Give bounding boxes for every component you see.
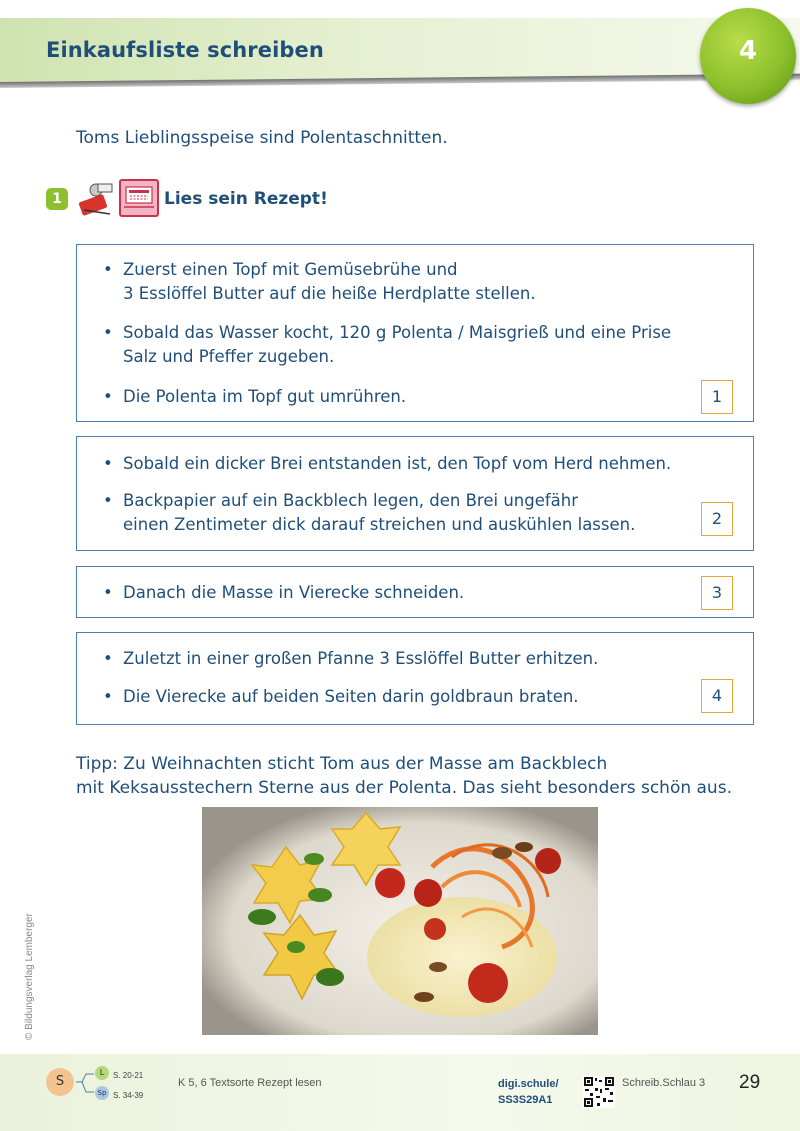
digi-schule-link[interactable]: [498, 1076, 559, 1108]
recipe-item: [103, 385, 406, 409]
step-number-box: 1: [701, 380, 733, 414]
recipe-item: [103, 581, 464, 605]
recipe-item: [103, 489, 635, 537]
recipe-item-text: Die Polenta im Topf gut umrühren.: [123, 387, 407, 406]
step-number-box: 3: [701, 576, 733, 610]
bullet: •: [103, 323, 113, 342]
polenta-photo: [202, 807, 598, 1035]
bullet: •: [103, 491, 113, 510]
recipe-item-text: Sobald ein dicker Brei entstanden ist, den Topf vom Herd nehmen.: [123, 454, 672, 473]
recipe-item: [103, 321, 671, 369]
bullet: •: [103, 687, 113, 706]
recipe-box-1: [76, 244, 754, 422]
step-number-box: 2: [701, 502, 733, 536]
page-title: Einkaufsliste schreiben: [46, 38, 324, 62]
reference-sp-pages: S. 34-39: [113, 1091, 144, 1100]
recipe-item: [103, 685, 579, 709]
copyright-note: © Bildungsverlag Lemberger: [24, 913, 35, 1040]
recipe-item-text: Zuerst einen Topf mit Gemüsebrühe und 3 Esslöffel Butter auf die heiße Herdplatte stellen.: [123, 260, 536, 303]
task-instruction: Lies sein Rezept!: [164, 189, 328, 209]
intro-text: Toms Lieblingsspeise sind Polentaschnitten.: [76, 128, 448, 148]
reference-arrows-icon: [74, 1068, 96, 1102]
digi-code: SS3S29A1: [498, 1094, 553, 1106]
recipe-box-2: [76, 436, 754, 551]
recipe-item: [103, 258, 536, 306]
recipe-item-text: Die Vierecke auf beiden Seiten darin goldbraun braten.: [123, 687, 579, 706]
tip-text: Tipp: Zu Weihnachten sticht Tom aus der Masse am Backblech mit Keksausstechern Sterne aus der Polenta. Das sieht besonders schön aus.: [76, 754, 732, 798]
reference-sp-badge: Sp: [95, 1086, 109, 1100]
bullet: •: [103, 260, 113, 279]
recipe-item-text: Danach die Masse in Vierecke schneiden.: [123, 583, 465, 602]
digi-url: digi.schule/: [498, 1078, 559, 1090]
step-number-box: 4: [701, 679, 733, 713]
bullet: •: [103, 583, 113, 602]
reading-icon: [76, 180, 116, 216]
recipe-item-text: Backpapier auf ein Backblech legen, den Brei ungefähr einen Zentimeter dick darauf streichen und auskühlen lassen.: [123, 491, 636, 534]
page-number: 29: [739, 1072, 761, 1093]
competence-note: K 5, 6 Textsorte Rezept lesen: [178, 1077, 322, 1089]
keyboard-icon: [119, 179, 159, 217]
recipe-box-4: [76, 632, 754, 725]
recipe-item-text: Zuletzt in einer großen Pfanne 3 Esslöffel Butter erhitzen.: [123, 649, 599, 668]
bullet: •: [103, 649, 113, 668]
reference-l-badge: L: [95, 1066, 109, 1080]
chapter-badge: [700, 8, 796, 104]
qr-code-icon[interactable]: [583, 1076, 615, 1108]
recipe-item-text: Sobald das Wasser kocht, 120 g Polenta / Maisgrieß und eine Prise Salz und Pfeffer zugeben.: [123, 323, 672, 366]
series-title: Schreib.Schlau 3: [622, 1077, 706, 1089]
bullet: •: [103, 387, 113, 406]
recipe-box-3: [76, 566, 754, 618]
bullet: •: [103, 454, 113, 473]
chapter-number: 4: [738, 36, 758, 66]
recipe-item: [103, 647, 598, 671]
task-number: 1: [46, 188, 68, 210]
reference-l-pages: S. 20-21: [113, 1071, 144, 1080]
recipe-item: [103, 452, 671, 476]
page-header: [0, 0, 800, 92]
s-badge: S: [46, 1068, 74, 1096]
